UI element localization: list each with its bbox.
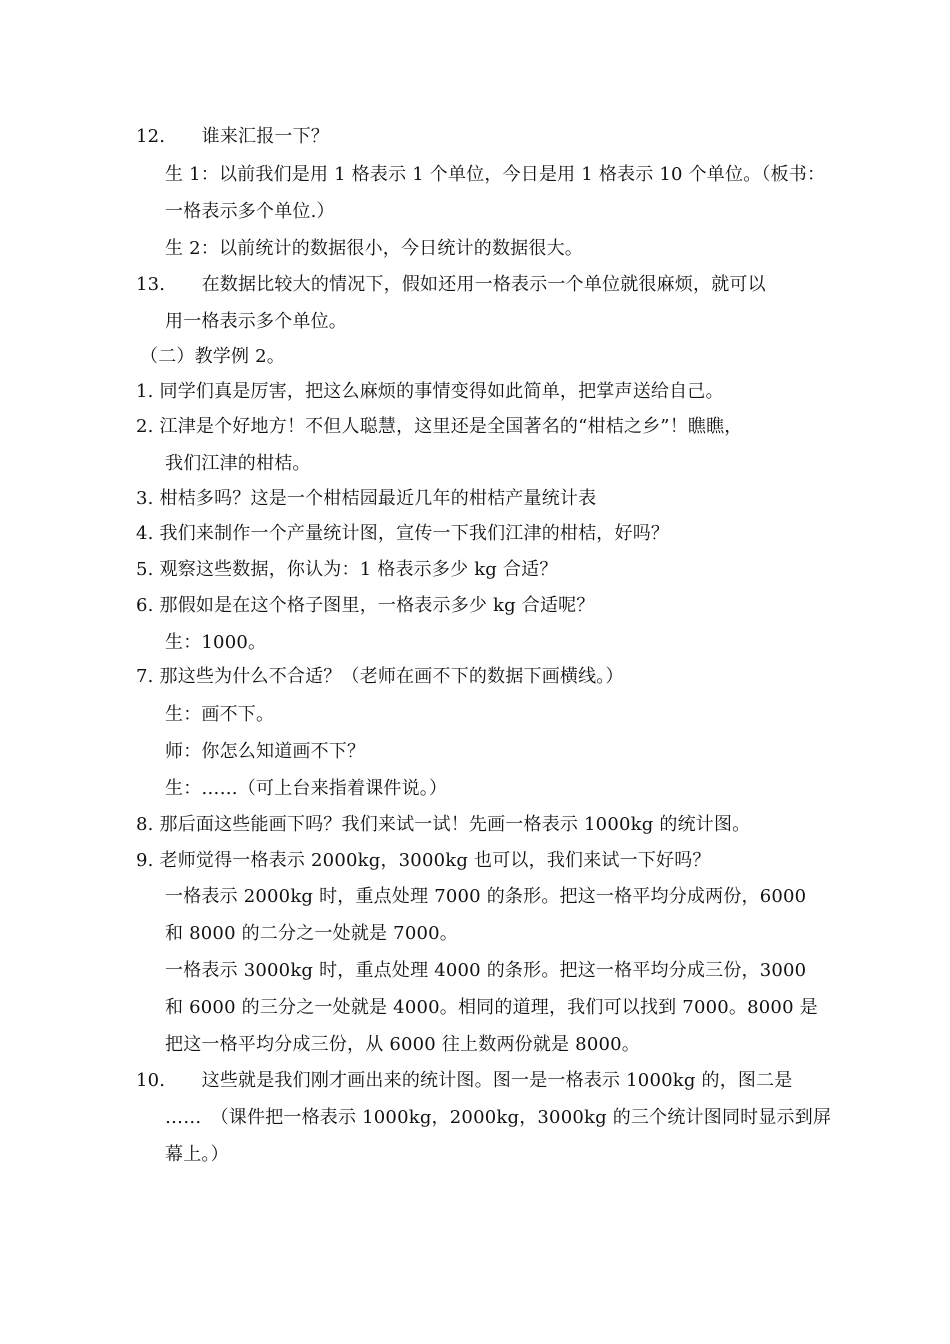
line-10-cont2: 幕上。）	[165, 1144, 229, 1165]
list-item-4: 4. 我们来制作一个产量统计图，宣传一下我们江津的柑桔，好吗？	[136, 523, 670, 544]
list-item-1: 1. 同学们真是厉害，把这么麻烦的事情变得如此简单，把掌声送给自己。	[136, 381, 724, 402]
line-student-1000: 生：1000。	[165, 632, 267, 653]
line-3000kg-cont: 和 6000 的三分之一处就是 4000。相同的道理，我们可以找到 7000。8000 是	[165, 997, 818, 1018]
line-student2: 生 2：以前统计的数据很小，今日统计的数据很大。	[165, 238, 583, 259]
line-student-cant-draw: 生：画不下。	[165, 704, 275, 725]
list-item-6: 6. 那假如是在这个格子图里，一格表示多少 kg 合适呢？	[136, 595, 595, 616]
list-item-5: 5. 观察这些数据，你认为：1 格表示多少 kg 合适？	[136, 559, 558, 580]
line-3000kg: 一格表示 3000kg 时，重点处理 4000 的条形。把这一格平均分成三份，3000	[165, 960, 807, 981]
list-item-8: 8. 那后面这些能画下吗？我们来试一试！先画一格表示 1000kg 的统计图。	[136, 814, 751, 835]
list-item-7: 7. 那这些为什么不合适？（老师在画不下的数据下画横线。）	[136, 666, 624, 687]
line-13-heading: 13. 在数据比较大的情况下，假如还用一格表示一个单位就很麻烦，就可以	[136, 274, 766, 295]
line-10-heading: 10. 这些就是我们刚才画出来的统计图。图一是一格表示 1000kg 的，图二是	[136, 1070, 793, 1091]
line-12-heading: 12. 谁来汇报一下？	[136, 126, 330, 147]
list-item-2: 2. 江津是个好地方！不但人聪慧，这里还是全国著名的“柑桔之乡”！瞧瞧，	[136, 416, 743, 437]
list-item-9: 9. 老师觉得一格表示 2000kg，3000kg 也可以，我们来试一下好吗？	[136, 850, 711, 871]
line-student-explain: 生：……（可上台来指着课件说。）	[165, 778, 448, 799]
line-teacher-question: 师：你怎么知道画不下？	[165, 741, 366, 762]
line-2000kg-cont: 和 8000 的二分之一处就是 7000。	[165, 923, 458, 944]
line-3000kg-cont2: 把这一格平均分成三份，从 6000 往上数两份就是 8000。	[165, 1034, 640, 1055]
list-item-3: 3. 柑桔多吗？这是一个柑桔园最近几年的柑桔产量统计表	[136, 488, 597, 509]
line-board-note: 一格表示多个单位.）	[165, 201, 335, 222]
line-10-cont: …… （课件把一格表示 1000kg，2000kg，3000kg 的三个统计图同时显示到屏	[165, 1107, 832, 1128]
line-2000kg: 一格表示 2000kg 时，重点处理 7000 的条形。把这一格平均分成两份，6000	[165, 886, 807, 907]
line-student1: 生 1：以前我们是用 1 格表示 1 个单位，今日是用 1 格表示 10 个单位。（板书：	[165, 164, 826, 185]
list-item-2-cont: 我们江津的柑桔。	[165, 453, 311, 474]
section-heading-example2: （二）教学例 2。	[140, 346, 285, 367]
line-13-cont: 用一格表示多个单位。	[165, 311, 347, 332]
